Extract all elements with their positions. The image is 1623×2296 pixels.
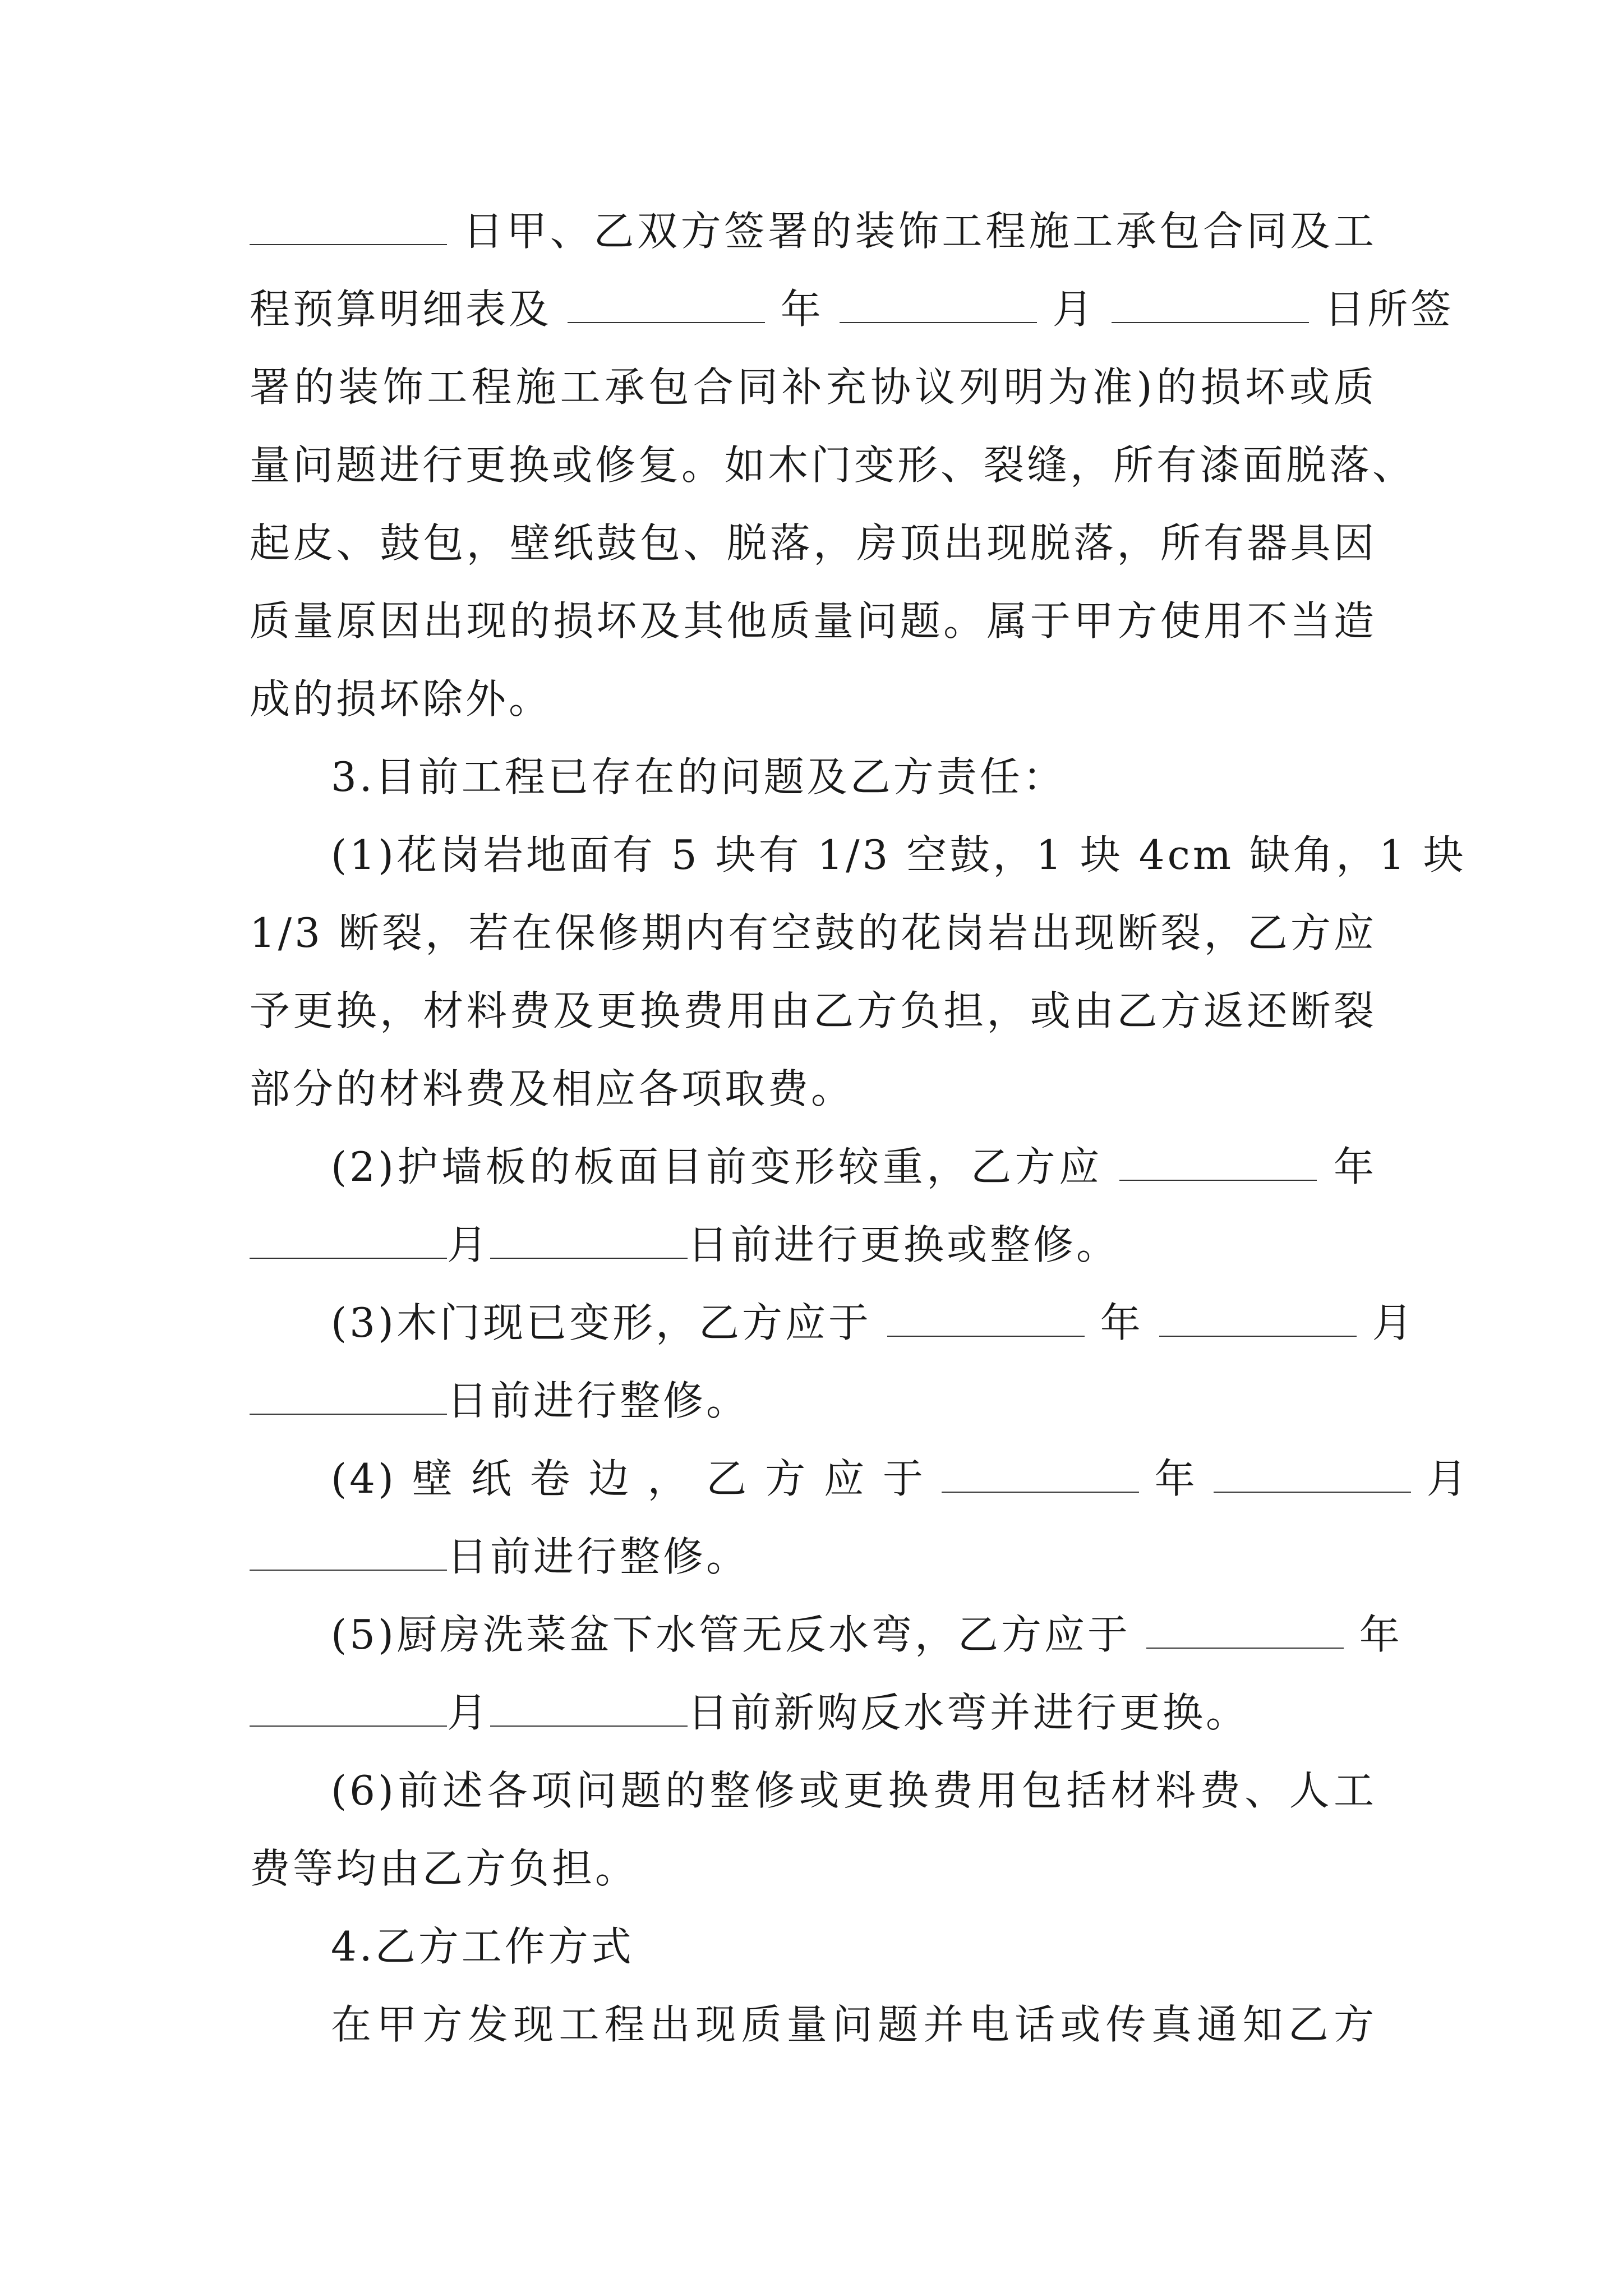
text-segment: 予更换，材料费及更换费用由乙方负担，或由乙方返还断裂: [250, 987, 1377, 1034]
text-line: [250, 515, 1377, 571]
text-segment: 年: [1333, 1143, 1377, 1190]
text-line: [250, 203, 1377, 259]
text-segment: 月: [1426, 1455, 1470, 1502]
text-line: [250, 827, 1467, 883]
text-segment: 3.目前工程已存在的问题及乙方责任：: [331, 753, 1066, 800]
text-segment: 日前进行更换或整修。: [688, 1221, 1120, 1268]
text-segment: 部分的材料费及相应各项取费。: [250, 1065, 855, 1112]
text-line: [250, 1139, 1377, 1195]
text-line: [250, 1918, 1377, 1975]
text-line: [250, 905, 1377, 961]
text-segment: (6)前述各项问题的整修或更换费用包括材料费、人工: [331, 1767, 1377, 1814]
text-segment: 年: [1359, 1611, 1403, 1658]
text-segment: 月: [447, 1221, 491, 1268]
fill-in-blank: [250, 206, 447, 245]
text-segment: 费等均由乙方负担。: [250, 1845, 639, 1892]
text-segment: 程预算明细表及: [250, 286, 552, 333]
text-segment: 成的损坏除外。: [250, 675, 552, 723]
text-line: [250, 1451, 1470, 1507]
fill-in-blank: [250, 1687, 447, 1727]
fill-in-blank: [250, 1531, 447, 1571]
text-segment: (2)护墙板的板面目前变形较重，乙方应: [331, 1143, 1103, 1190]
text-line: [250, 1685, 1377, 1741]
text-segment: 年: [1154, 1455, 1198, 1502]
text-line: [250, 1841, 1377, 1897]
fill-in-blank: [1146, 1609, 1344, 1649]
text-segment: 质量原因出现的损坏及其他质量问题。属于甲方使用不当造: [250, 597, 1377, 645]
text-segment: 月: [1372, 1299, 1415, 1346]
fill-in-blank: [250, 1220, 447, 1259]
fill-in-blank: [1159, 1297, 1357, 1337]
text-segment: 年: [1100, 1299, 1144, 1346]
text-segment: (4) 壁 纸 卷 边 ， 乙 方 应 于: [331, 1455, 926, 1502]
fill-in-blank: [490, 1687, 688, 1727]
text-line: [250, 593, 1377, 649]
text-segment: (3)木门现已变形，乙方应于: [331, 1299, 872, 1346]
text-segment: 起皮、鼓包，壁纸鼓包、脱落，房顶出现脱落，所有器具因: [250, 519, 1377, 567]
text-line: [250, 1217, 1377, 1273]
text-line: [250, 1061, 1377, 1117]
text-segment: 日前进行整修。: [447, 1533, 750, 1580]
text-line: [250, 671, 1377, 727]
text-line: [250, 1373, 1377, 1429]
fill-in-blank: [1119, 1142, 1317, 1181]
text-line: [250, 1607, 1403, 1663]
fill-in-blank: [942, 1453, 1139, 1493]
text-segment: 署的装饰工程施工承包合同补充协议列明为准)的损坏或质: [250, 364, 1377, 411]
text-segment: 日甲、乙双方签署的装饰工程施工承包合同及工: [463, 208, 1377, 255]
fill-in-blank: [887, 1297, 1085, 1337]
text-line: [250, 1529, 1377, 1585]
text-line: [250, 437, 1416, 493]
text-segment: 月: [447, 1689, 491, 1736]
fill-in-blank: [1112, 284, 1309, 323]
text-line: [250, 359, 1377, 415]
text-segment: 日所签: [1324, 286, 1454, 333]
text-line: [250, 1996, 1377, 2053]
text-line: [250, 281, 1454, 337]
text-segment: 在甲方发现工程出现质量问题并电话或传真通知乙方: [331, 2001, 1377, 2048]
text-line: [250, 1295, 1415, 1351]
text-line: [250, 1763, 1377, 1819]
fill-in-blank: [1214, 1453, 1411, 1493]
fill-in-blank: [840, 284, 1037, 323]
text-line: [250, 983, 1377, 1039]
text-line: [250, 749, 1377, 805]
text-segment: 年: [780, 286, 824, 333]
text-segment: 4.乙方工作方式: [331, 1923, 634, 1970]
text-segment: 量问题进行更换或修复。如木门变形、裂缝，所有漆面脱落、: [250, 441, 1416, 489]
fill-in-blank: [568, 284, 765, 323]
text-segment: 日前新购反水弯并进行更换。: [688, 1689, 1249, 1736]
text-segment: 日前进行整修。: [447, 1377, 750, 1424]
text-segment: 1/3 断裂，若在保修期内有空鼓的花岗岩出现断裂，乙方应: [250, 909, 1377, 956]
text-segment: (1)花岗岩地面有 5 块有 1/3 空鼓，1 块 4cm 缺角，1 块: [331, 831, 1467, 878]
fill-in-blank: [490, 1220, 688, 1259]
text-segment: (5)厨房洗菜盆下水管无反水弯，乙方应于: [331, 1611, 1131, 1658]
text-segment: 月: [1052, 286, 1096, 333]
fill-in-blank: [250, 1375, 447, 1415]
